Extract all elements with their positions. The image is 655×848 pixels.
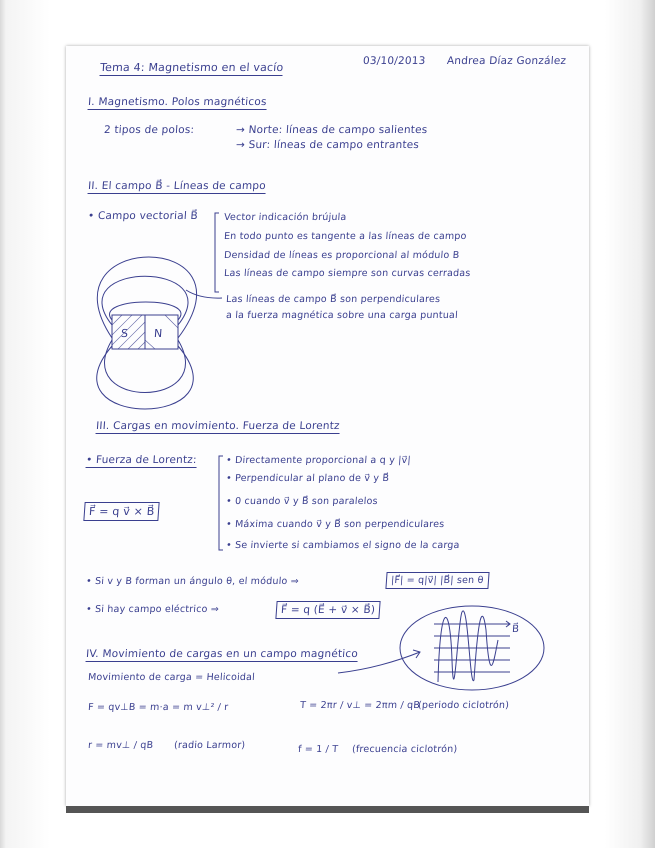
section-3-item: • Directamente proporcional a q y |v⃗| — [225, 455, 412, 466]
section-2-item: En todo punto es tangente a las líneas de campo — [223, 231, 467, 242]
section-2-item: Las líneas de campo siempre son curvas cerradas — [223, 268, 471, 279]
efield-text: • Si hay campo eléctrico ⇒ — [85, 604, 220, 615]
section-1-south: → Sur: líneas de campo entrantes — [235, 139, 420, 151]
author: Andrea Díaz González — [446, 55, 567, 67]
radius-label: (radio Larmor) — [173, 740, 246, 751]
section-1-north: → Norte: líneas de campo salientes — [235, 124, 428, 136]
magnet-north-label: N — [153, 327, 163, 340]
magnet-south-label: S — [120, 327, 129, 340]
section-4-heading: IV. Movimiento de cargas en un campo magnético — [85, 648, 359, 660]
section-2-item: Densidad de líneas es proporcional al módulo B — [223, 250, 460, 261]
frequency-equation: f = 1 / T — [297, 744, 339, 755]
section-3-item: • Se invierte si cambiamos el signo de la carga — [225, 540, 460, 551]
section-1-lead: 2 tipos de polos: — [103, 124, 195, 136]
period-label: (periodo ciclotrón) — [417, 700, 510, 711]
date: 03/10/2013 — [362, 55, 426, 67]
radius-equation: r = mv⊥ / qB — [87, 740, 154, 751]
section-2-item: a la fuerza magnética sobre una carga puntual — [225, 310, 459, 321]
section-3-item: • 0 cuando v⃗ y B⃗ son paralelos — [225, 496, 379, 507]
motion-line: Movimiento de carga = Helicoidal — [87, 672, 256, 683]
angle-text: • Si v y B forman un ángulo θ, el módulo ⇒ — [85, 576, 300, 587]
frequency-label: (frecuencia ciclotrón) — [351, 744, 458, 755]
section-2-item: Las líneas de campo B⃗ son perpendiculares — [225, 294, 441, 305]
lorentz-formula: F⃗ = q v⃗ × B⃗ — [83, 502, 160, 521]
section-2-item: Vector indicación brújula — [223, 212, 347, 223]
section-3-heading: III. Cargas en movimiento. Fuerza de Lorentz — [95, 420, 341, 432]
angle-formula: |F⃗| = q|v⃗| |B⃗| sen θ — [385, 572, 489, 589]
section-3-bullet: • Fuerza de Lorentz: — [85, 454, 198, 466]
section-3-item: • Perpendicular al plano de v⃗ y B⃗ — [225, 473, 390, 484]
page-title: Tema 4: Magnetismo en el vacío — [99, 61, 284, 74]
efield-formula: F⃗ = q (E⃗ + v⃗ × B⃗) — [275, 601, 380, 619]
scan-edge — [66, 806, 589, 813]
field-label: B⃗ — [511, 624, 520, 635]
period-equation: T = 2πr / v⊥ = 2πm / qB — [299, 700, 421, 711]
section-2-bullet: • Campo vectorial B⃗ — [87, 210, 199, 222]
section-1-heading: I. Magnetismo. Polos magnéticos — [87, 96, 268, 108]
section-3-item: • Máxima cuando v⃗ y B⃗ son perpendiculares — [225, 519, 445, 530]
force-equation: F = qv⊥B = m·a = m v⊥² / r — [87, 702, 229, 713]
section-2-heading: II. El campo B⃗ - Líneas de campo — [87, 180, 267, 192]
